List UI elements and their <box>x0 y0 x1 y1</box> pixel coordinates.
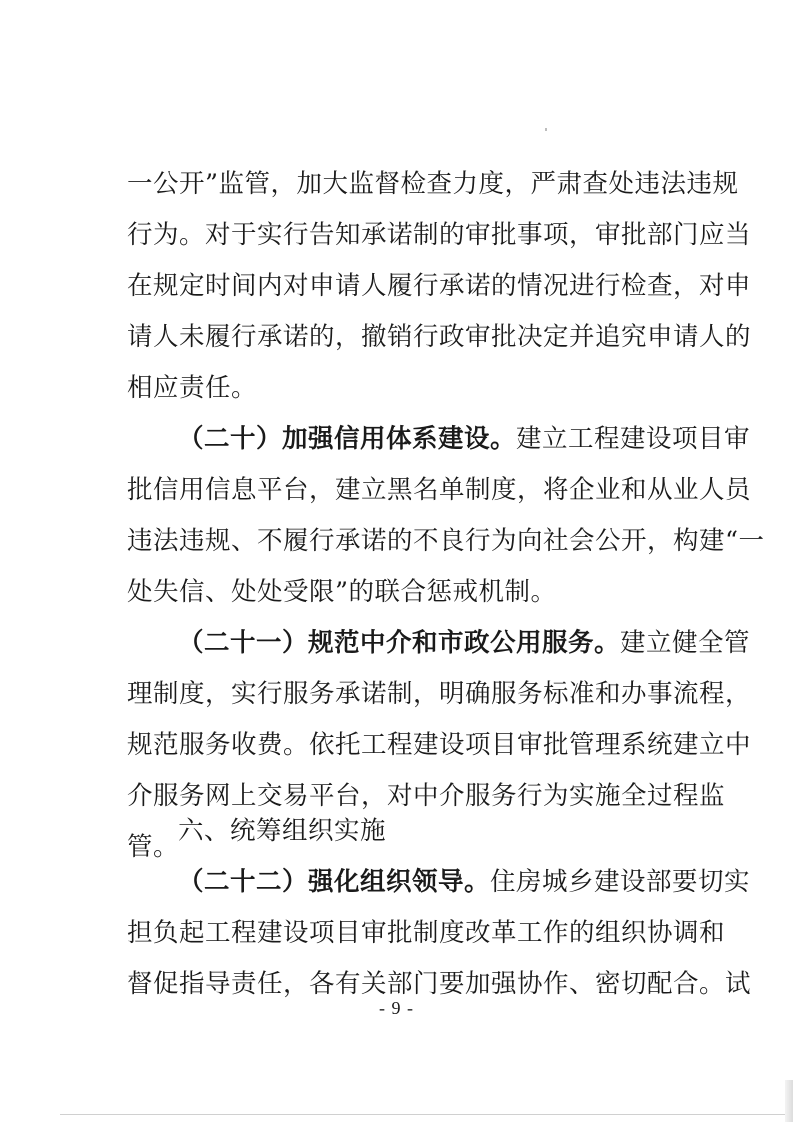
page-number: - 9 - <box>379 998 414 1018</box>
body-line-1: 一公开”监管，加大监督检查力度，严肃查处违法违规 <box>127 169 739 199</box>
section-20-lead: 建立工程建设项目审 <box>516 424 751 454</box>
scan-edge-right <box>785 1080 793 1122</box>
section-22-lead: 住房城乡建设部要切实 <box>490 867 751 897</box>
body-line-5: 相应责任。 <box>127 373 258 403</box>
section-21-lead: 建立健全管 <box>620 628 751 658</box>
scan-artifact-dot <box>545 128 547 131</box>
section-22-first-line <box>178 864 751 900</box>
body-line-4: 请人未履行承诺的，撤销行政审批决定并追究申请人的 <box>127 322 752 352</box>
section-20-heading: （二十）加强信用体系建设。 <box>178 424 517 454</box>
part-6-heading: 六、统筹组织实施 <box>178 816 387 846</box>
section-22-line-3: 督促指导责任，各有关部门要加强协作、密切配合。试 <box>127 969 752 999</box>
section-20-line-4: 处失信、处处受限”的联合惩戒机制。 <box>127 577 557 607</box>
section-21-line-4: 介服务网上交易平台，对中介服务行为实施全过程监 <box>127 781 726 811</box>
section-20-line-3: 违法违规、不履行承诺的不良行为向社会公开，构建“一 <box>127 526 765 556</box>
section-21-line-3: 规范服务收费。依托工程建设项目审批管理系统建立中 <box>127 730 752 760</box>
section-21-line-5: 管。 <box>127 832 180 862</box>
section-21-first-line <box>178 625 751 661</box>
section-20-line-2: 批信用信息平台，建立黑名单制度，将企业和从业人员 <box>127 475 752 505</box>
scan-edge-bottom <box>60 1114 793 1115</box>
section-20-first-line <box>178 421 751 457</box>
section-21-line-2: 理制度，实行服务承诺制，明确服务标准和办事流程， <box>127 679 752 709</box>
section-22-heading: （二十二）强化组织领导。 <box>178 867 491 897</box>
section-21-heading: （二十一）规范中介和市政公用服务。 <box>178 628 621 658</box>
body-line-3: 在规定时间内对申请人履行承诺的情况进行检查，对申 <box>127 271 752 301</box>
section-22-line-2: 担负起工程建设项目审批制度改革工作的组织协调和 <box>127 918 726 948</box>
body-line-2: 行为。对于实行告知承诺制的审批事项，审批部门应当 <box>127 220 752 250</box>
